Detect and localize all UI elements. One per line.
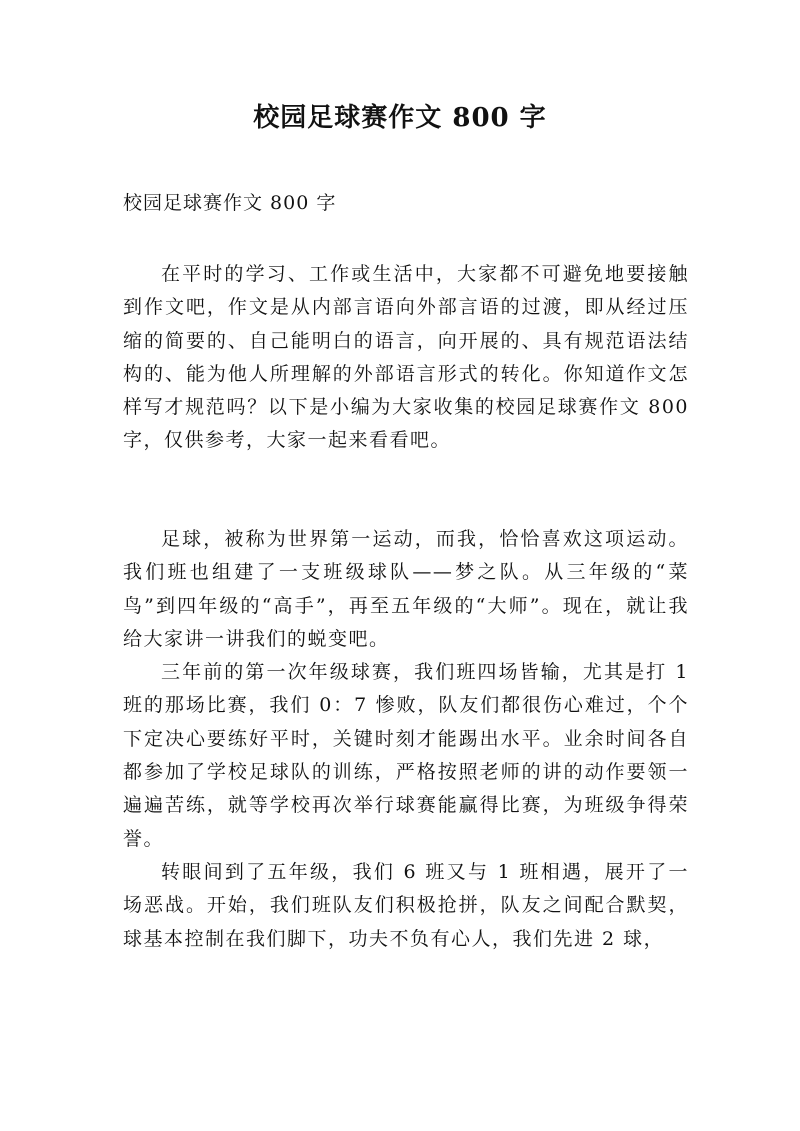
intro-block [123,258,689,458]
intro-paragraph: 在平时的学习、工作或生活中，大家都不可避免地要接触到作文吧，作文是从内部言语向外部言语的过渡，即从经过压缩的简要的、自己能明白的语言，向开展的、具有规范语法结构的、能为他人所理解的外部语言形式的转化。你知道作文怎样写才规范吗？以下是小编为大家收集的校园足球赛作文 800 字，仅供参考，大家一起来看看吧。 [123,263,689,452]
story-paragraph-2: 三年前的第一次年级球赛，我们班四场皆输，尤其是打 1 班的那场比赛，我们 0：7 惨败，队友们都很伤心难过，个个下定决心要练好平时，关键时刻才能踢出水平。业余时间各自都参加了学校足球队的训练，严格按照老师的讲的动作要领一遍遍苦练，就等学校再次举行球赛能赢得比赛，为班级争得荣誉。 [123,661,689,850]
story-paragraph-3: 转眼间到了五年级，我们 6 班又与 1 班相遇，展开了一场恶战。开始，我们班队友们积极抢拼，队友之间配合默契，球基本控制在我们脚下，功夫不负有心人，我们先进 2 球， [123,860,689,950]
document-title: 校园足球赛作文 800 字 [253,103,547,133]
story-paragraph-1: 足球，被称为世界第一运动，而我，恰恰喜欢这项运动。我们班也组建了一支班级球队——梦之队。从三年级的“菜鸟”到四年级的“高手”，再至五年级的“大师”。现在，就让我给大家讲一讲我们的蜕变吧。 [123,528,689,650]
story-block [123,523,689,956]
document-subtitle: 校园足球赛作文 800 字 [123,192,337,214]
